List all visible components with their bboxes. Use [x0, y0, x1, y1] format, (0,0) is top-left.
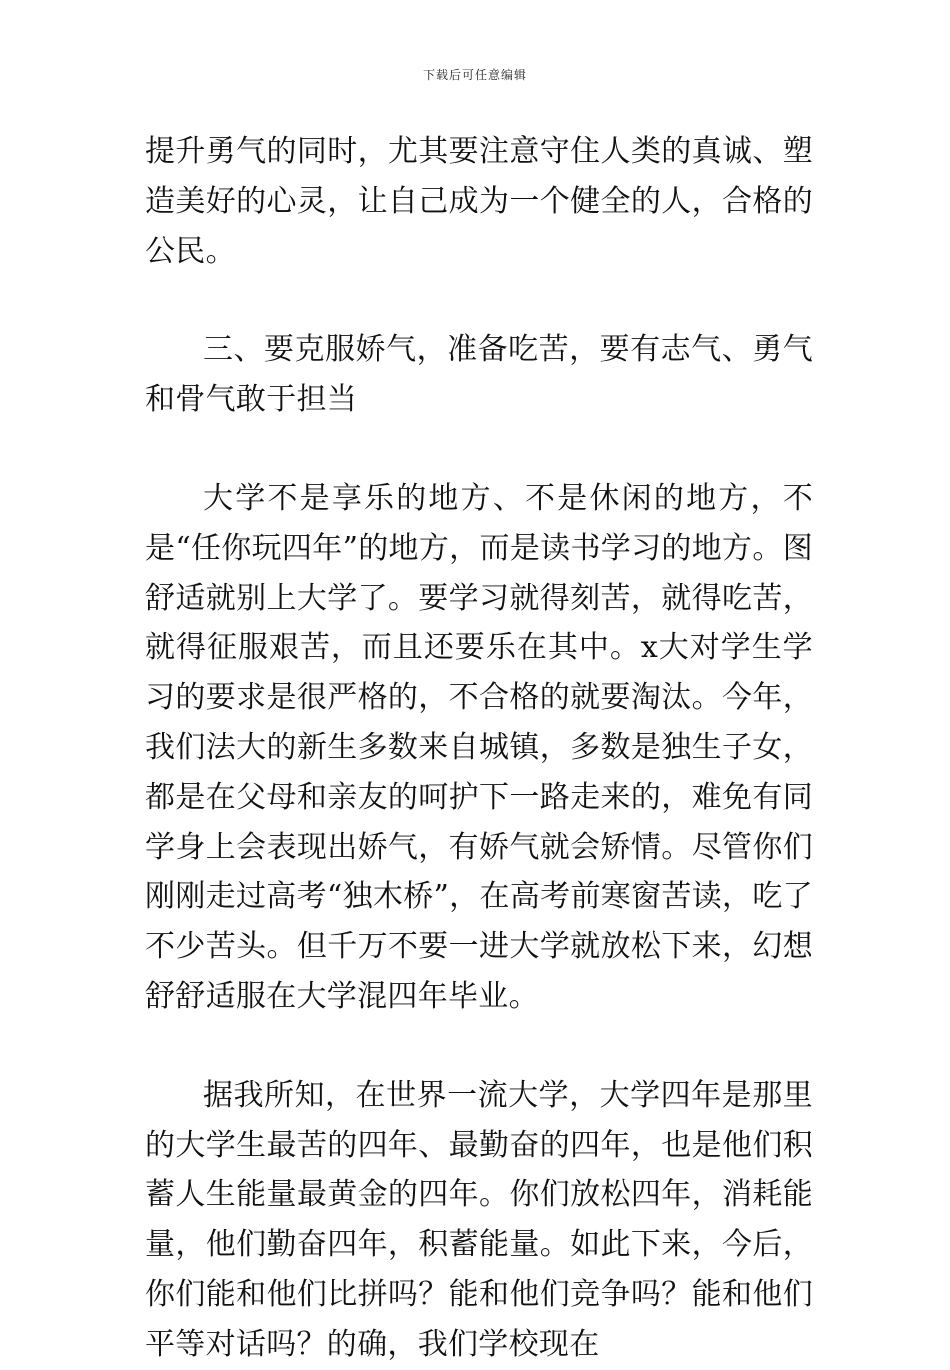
section-heading: 三、要克服娇气，准备吃苦，要有志气、勇气和骨气敢于担当 — [145, 332, 813, 418]
document-body — [145, 127, 813, 1370]
paragraph-world-class-universities: 据我所知，在世界一流大学，大学四年是那里的大学生最苦的四年、最勤奋的四年，也是他们积蓄人生能量最黄金的四年。你们放松四年，消耗能量，他们勤奋四年，积蓄能量。如此下来，今后，你们能和他们比拼吗？能和他们竞争吗？能和他们平等对话吗？的确，我们学校现在 — [145, 1077, 813, 1362]
page-header: 下载后可任意编辑 — [422, 68, 527, 82]
paragraph-continuation: 提升勇气的同时，尤其要注意守住人类的真诚、塑造美好的心灵，让自己成为一个健全的人，合格的公民。 — [145, 134, 813, 269]
paragraph-university-not-for-pleasure: 大学不是享乐的地方、不是休闲的地方，不是“任你玩四年”的地方，而是读书学习的地方。图舒适就别上大学了。要学习就得刻苦，就得吃苦，就得征服艰苦，而且还要乐在其中。x大对学生学习的要求是很严格的，不合格的就要淘汰。今年，我们法大的新生多数来自城镇，多数是独生子女，都是在父母和亲友的呵护下一路走来的，难免有同学身上会表现出娇气，有娇气就会矫情。尽管你们刚刚走过高考“独木桥”，在高考前寒窗苦读，吃了不少苦头。但千万不要一进大学就放松下来，幻想舒舒适服在大学混四年毕业。 — [145, 480, 813, 1014]
